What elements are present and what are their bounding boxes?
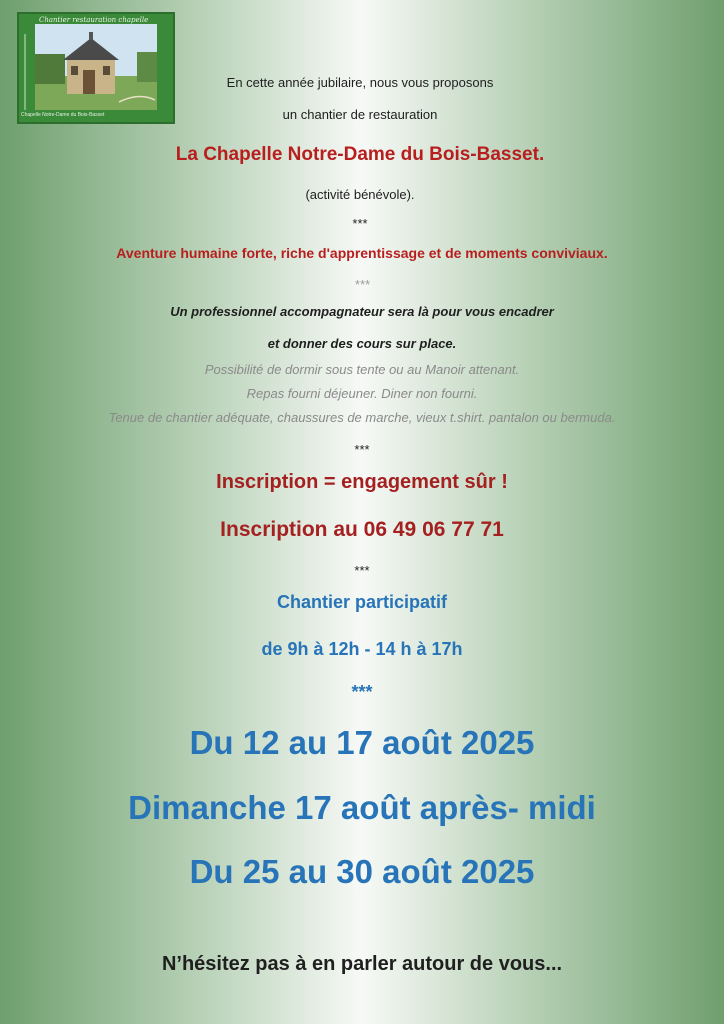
repas-text: Repas fourni déjeuner. Diner non fourni. [246, 386, 478, 401]
chantier-participatif: Chantier participatif [276, 592, 448, 612]
separator-5: *** [351, 682, 373, 702]
benevole-note: (activité bénévole). [305, 187, 415, 202]
inscription-engagement: Inscription = engagement sûr ! [216, 471, 508, 493]
logo-title: Chantier restauration chapelle [39, 16, 149, 24]
date-1: Du 12 au 17 août 2025 [189, 724, 535, 761]
inscription-phone: Inscription au 06 49 06 77 71 [220, 518, 504, 541]
pro-line-1: Un professionnel accompagnateur sera là pour vous encadrer [170, 304, 554, 319]
chapel-name: La Chapelle Notre-Dame du Bois-Basset. [175, 144, 545, 165]
separator-3: *** [354, 442, 370, 457]
horaires: de 9h à 12h - 14 h à 17h [261, 639, 463, 659]
separator-4: *** [354, 563, 370, 578]
pro-line-2: et donner des cours sur place. [267, 336, 457, 351]
aventure-text: Aventure humaine forte, riche d'apprentissage et de moments conviviaux. [116, 245, 608, 261]
intro-line-1: En cette année jubilaire, nous vous proposons [226, 75, 494, 90]
separator-2: *** [354, 277, 370, 292]
separator-1: *** [352, 216, 368, 231]
intro-line-2: un chantier de restauration [282, 107, 438, 122]
logo-caption: Chapelle Notre-Dame du Bois-Basset [21, 112, 105, 118]
tenue-text: Tenue de chantier adéquate, chaussures de marche, vieux t.shirt. pantalon ou bermuda. [108, 410, 616, 425]
outro-text: N’hésitez pas à en parler autour de vous... [161, 953, 563, 975]
dormir-text: Possibilité de dormir sous tente ou au Manoir attenant. [204, 362, 520, 377]
date-3: Du 25 au 30 août 2025 [189, 853, 535, 890]
date-2: Dimanche 17 août après- midi [128, 789, 596, 826]
